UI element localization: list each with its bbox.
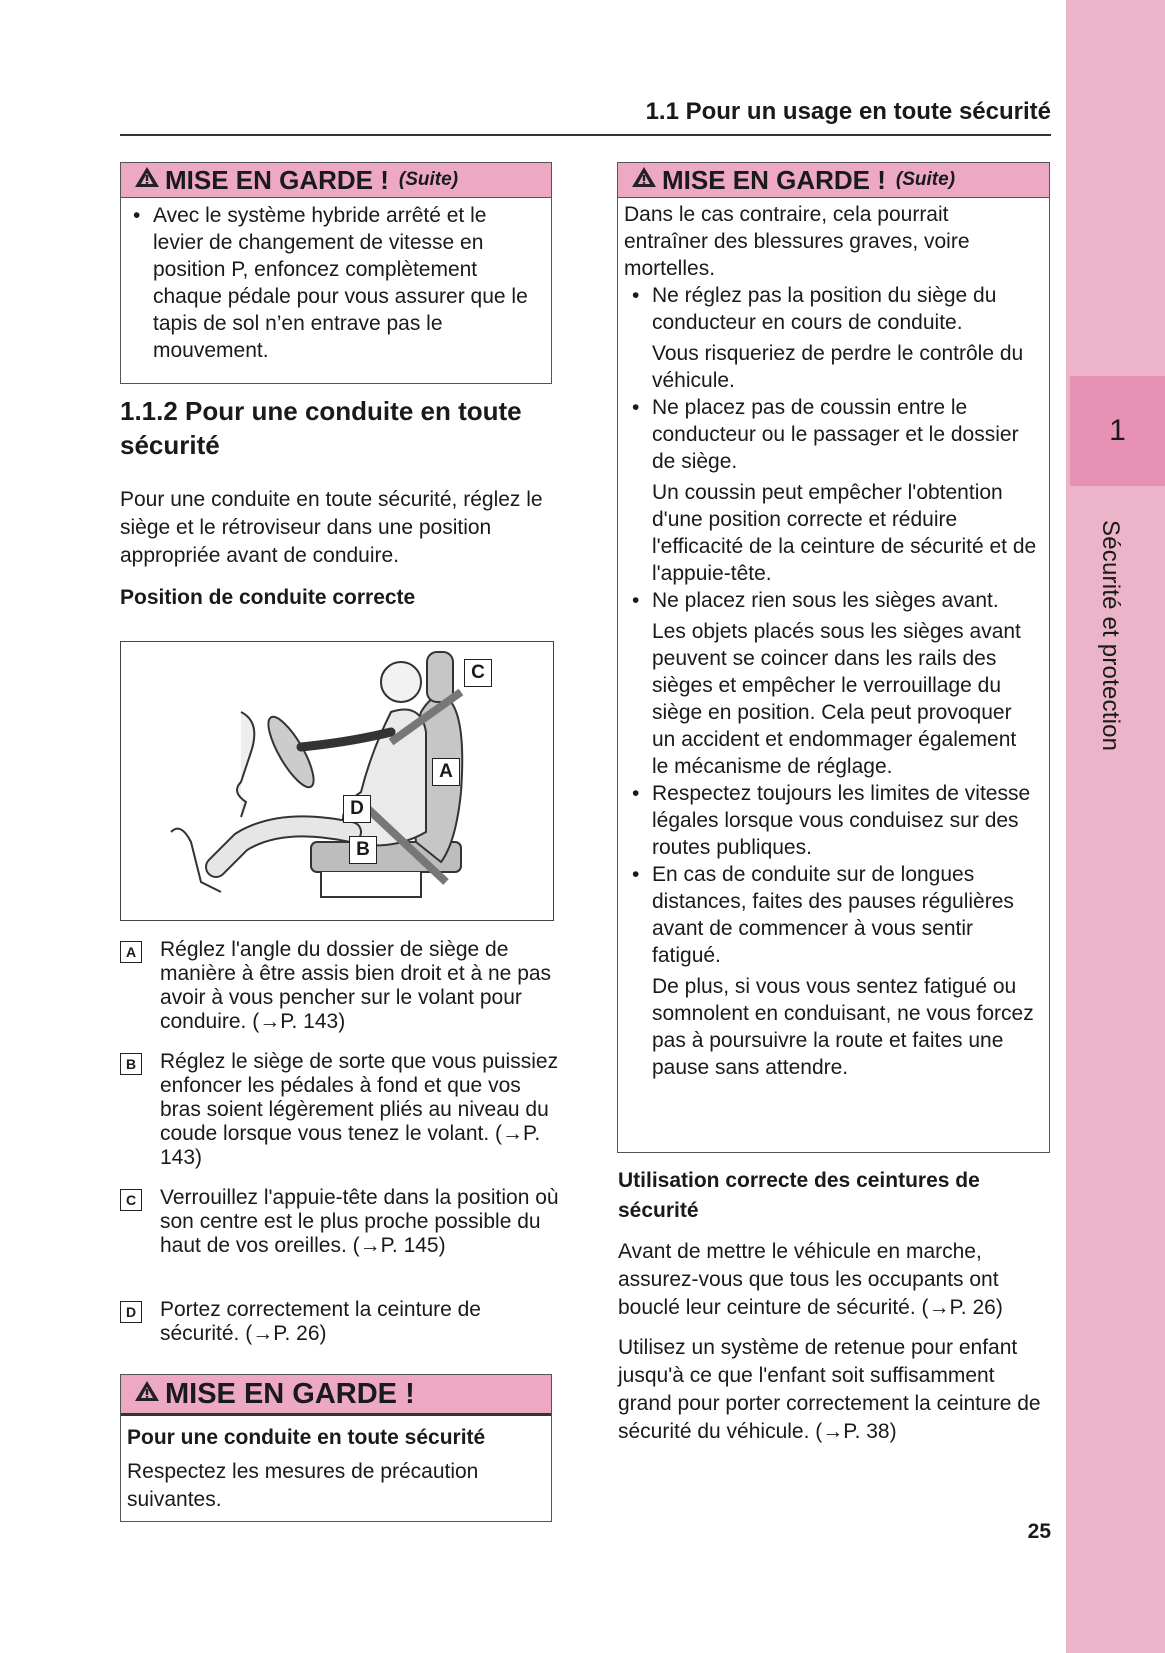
warning-bullet: • Ne placez rien sous les sièges avant. — [624, 587, 1037, 614]
page-header-title: 1.1 Pour un usage en toute sécurité — [645, 98, 1051, 125]
list-item — [120, 1186, 560, 1258]
item-text: Réglez l'angle du dossier de siège de manière à être assis bien droit et à ne pas avoir à vous pencher sur le volant pour conduire. (→P. 143) — [160, 938, 552, 1033]
warning-header — [121, 163, 551, 198]
section-intro: Pour une conduite en toute sécurité, réglez le siège et le rétroviseur dans une position appropriée avant de conduire. — [120, 488, 543, 567]
warning-bullet: • Avec le système hybride arrêté et le levier de changement de vitesse en position P, enfoncez complètement chaque pédale pour vous assurer que le tapis de sol n’en entrave pas le mouvement. — [125, 202, 541, 364]
warning-header — [618, 163, 1049, 198]
figure-tag-d: D — [343, 795, 371, 823]
warning-triangle-icon — [133, 1379, 161, 1410]
section-heading: 1.1.2 Pour une conduite en toute sécurité — [120, 396, 522, 460]
item-badge: A — [120, 941, 142, 963]
page-number: 25 — [1027, 1520, 1051, 1543]
list-item — [120, 1050, 560, 1170]
warning-subtext: Un coussin peut empêcher l'obtention d'une position correcte et réduire l'efficacité de la ceinture de sécurité et de l'appuie-tête. — [652, 481, 1037, 585]
warning-box-bottom-left — [120, 1374, 552, 1522]
item-text: Verrouillez l'appuie-tête dans la position où son centre est le plus proche possible du haut de vos oreilles. (→P. 145) — [160, 1186, 559, 1257]
warning-subtext: Les objets placés sous les sièges avant peuvent se coincer dans les rails des sièges et empêcher le verrouillage du siège en position. Cela peut provoquer un accident et endommager également le mécanisme de réglage. — [652, 620, 1021, 778]
warning-subtext: De plus, si vous vous sentez fatigué ou somnolent en conduisant, ne vous forcez pas à poursuivre la route et faites une pause sans attendre. — [652, 975, 1034, 1079]
warning-title: MISE EN GARDE ! — [165, 1377, 415, 1410]
warning-suite: (Suite) — [895, 169, 956, 190]
warning-text: Respectez les mesures de précaution suivantes. — [127, 1460, 479, 1511]
side-band — [1066, 0, 1165, 1653]
warning-bullet: • En cas de conduite sur de longues distances, faites des pauses régulières avant de commencer à vous sentir fatigué. — [624, 861, 1037, 969]
list-item — [120, 1298, 560, 1346]
warning-subheading: Pour une conduite en toute sécurité — [127, 1426, 486, 1449]
list-item — [120, 938, 560, 1034]
item-text: Portez correctement la ceinture de sécurité. (→P. 26) — [160, 1298, 481, 1345]
warning-header — [121, 1375, 551, 1416]
chapter-title: Sécurité et protection — [1097, 520, 1124, 752]
figure-tag-c: C — [464, 659, 492, 687]
warning-subtext: Vous risqueriez de perdre le contrôle du véhicule. — [652, 342, 1024, 392]
warning-bullet: • Ne placez pas de coussin entre le conducteur ou le passager et le dossier de siège. — [624, 394, 1037, 475]
driving-position-figure — [120, 641, 554, 921]
figure-tag-b: B — [349, 836, 377, 864]
item-badge: D — [120, 1301, 142, 1323]
belts-heading: Utilisation correcte des ceintures de sécurité — [618, 1169, 980, 1222]
header-rule — [120, 134, 1051, 136]
warning-suite: (Suite) — [398, 169, 459, 190]
warning-bullet: • Ne réglez pas la position du siège du conducteur en cours de conduite. — [624, 282, 1037, 336]
warning-triangle-icon — [630, 165, 658, 196]
warning-box-top-left — [120, 162, 552, 384]
warning-title: MISE EN GARDE ! — [165, 164, 389, 195]
item-badge: B — [120, 1053, 142, 1075]
chapter-tab — [1070, 376, 1165, 486]
section-subheading: Position de conduite correcte — [120, 586, 416, 609]
warning-box-right — [617, 162, 1050, 1153]
item-text: Réglez le siège de sorte que vous puissiez enfoncer les pédales à fond et que vos bras soient légèrement pliés au niveau du coude lorsque vous tenez le volant. (→P. 143) — [160, 1050, 559, 1169]
figure-tag-a: A — [432, 758, 460, 786]
warning-title: MISE EN GARDE ! — [662, 164, 886, 195]
warning-intro: Dans le cas contraire, cela pourrait entraîner des blessures graves, voire mortelles. — [624, 203, 970, 280]
item-badge: C — [120, 1189, 142, 1211]
belts-paragraph-1: Avant de mettre le véhicule en marche, assurez-vous que tous les occupants ont bouclé leur ceinture de sécurité. (→P. 26) — [618, 1240, 1003, 1319]
warning-bullet: • Respectez toujours les limites de vitesse légales lorsque vous conduisez sur des routes publiques. — [624, 780, 1037, 861]
chapter-number: 1 — [1109, 414, 1126, 447]
belts-paragraph-2: Utilisez un système de retenue pour enfant jusqu'à ce que l'enfant soit suffisamment grand pour porter correctement la ceinture de sécurité du véhicule. (→P. 38) — [618, 1336, 1041, 1443]
warning-triangle-icon — [133, 165, 161, 196]
